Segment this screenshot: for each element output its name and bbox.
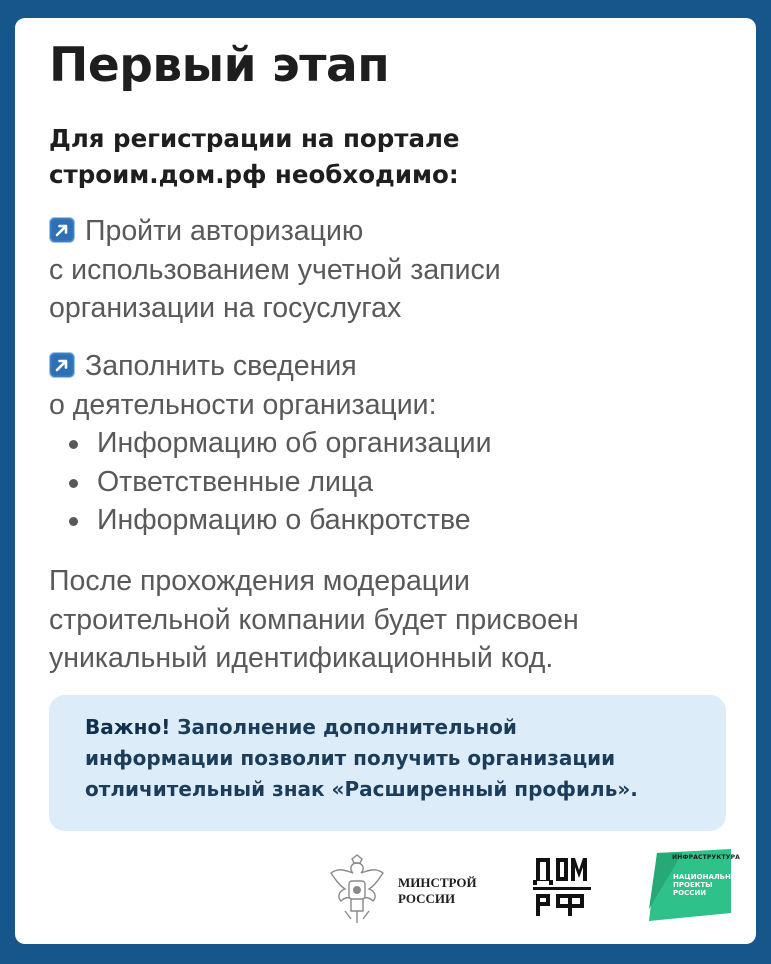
step-line: организации на госуслугах [49,292,402,324]
partner-logos [15,843,756,933]
important-callout [49,695,726,831]
info-card [15,18,756,944]
list-item [65,424,492,463]
info-bullet-list [65,424,492,540]
national-projects-category: ИНФРАСТРУКТУРА [672,854,741,861]
step-line: о деятельности организации: [49,388,437,421]
important-line: Заполнение дополнительной [170,715,517,739]
list-item-label: Информацию о банкротстве [97,504,471,536]
list-item-label: Ответственные лица [97,465,374,498]
note-line: После прохождения модерации [49,565,470,597]
arrow-up-right-icon [49,352,75,378]
bullet-dot-icon [69,440,78,449]
subtitle [49,121,709,193]
dom-rf-logo [532,854,592,920]
page-title: Первый этап [49,38,390,93]
important-text [85,712,706,805]
coat-of-arms-icon [325,853,389,927]
step-line: с использованием учетной записи [49,253,501,286]
important-line: отличительный знак «Расширенный профиль». [85,777,638,801]
subtitle-line: Для регистрации на портале [49,124,460,153]
national-projects-text: НАЦИОНАЛЬНЫЕ ПРОЕКТЫ РОССИИ [673,873,743,897]
list-item-label: Информацию об организации [97,427,492,459]
step-fill-info [49,347,729,424]
note-line: строительной компании будет присвоен [49,603,579,636]
step-line: Заполнить сведения [85,350,357,382]
important-label: Важно! [85,715,171,739]
list-item [65,463,492,502]
important-line: информации позволит получить организации [85,746,616,770]
note-line: уникальный идентификационный код. [49,642,554,674]
moderation-note [49,562,739,678]
step-authorization [49,212,729,328]
step-line: Пройти авторизацию [85,215,364,247]
minstroy-logo-text: МИНСТРОЙ РОССИИ [398,875,477,906]
bullet-dot-icon [69,517,78,526]
arrow-up-right-icon [49,217,75,243]
list-item [65,501,492,540]
bullet-dot-icon [69,479,78,488]
subtitle-line: строим.дом.рф необходимо: [49,160,459,189]
